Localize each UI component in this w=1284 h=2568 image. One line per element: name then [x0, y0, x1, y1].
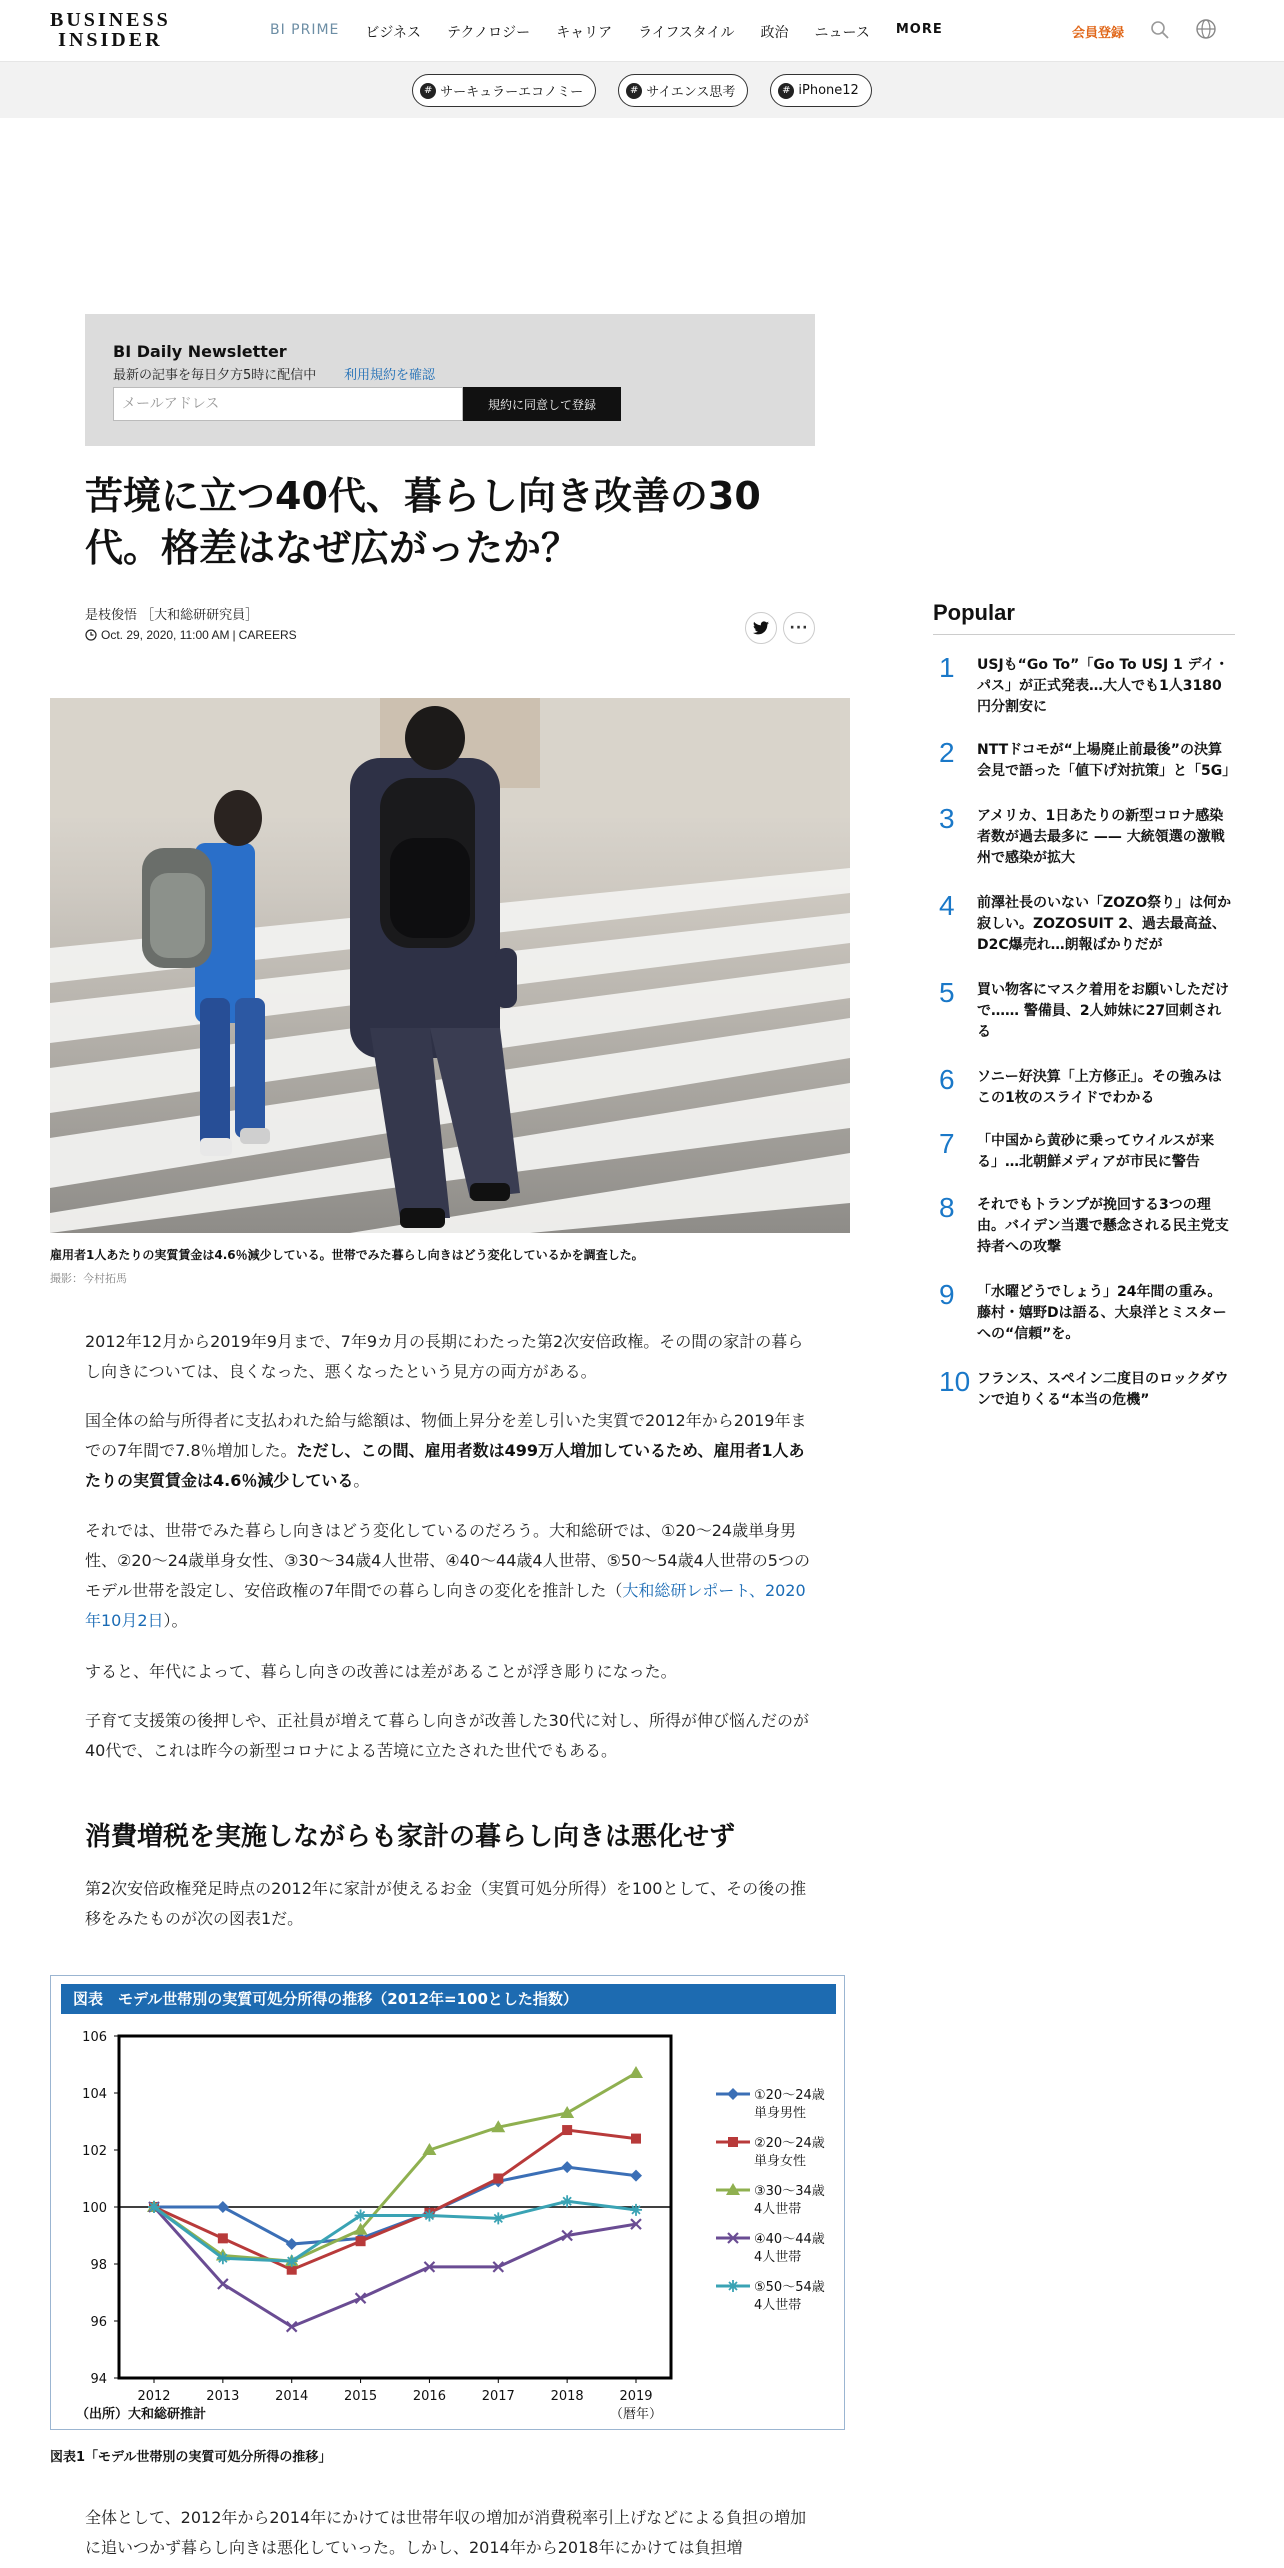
more-share-button[interactable]: ··· [783, 612, 815, 644]
data-point [562, 2125, 572, 2135]
tag-label: iPhone12 [798, 83, 859, 98]
article-paragraph: 第2次安倍政権発足時点の2012年に家計が使えるお金（実質可処分所得）を100として、その後の推移をみたものが次の図表1だ。 [85, 1879, 807, 1928]
tag-label: サーキュラーエコノミー [440, 85, 584, 100]
popular-rank: 7 [939, 1128, 955, 1159]
author-byline[interactable]: 是枝俊悟 ［大和総研研究員］ [85, 608, 259, 623]
x-tick-label: 2013 [206, 2389, 240, 2404]
y-tick-label: 102 [82, 2144, 107, 2159]
article-paragraph [85, 1516, 815, 1636]
dateline-separator: | [232, 628, 236, 642]
popular-rank: 2 [939, 737, 955, 768]
nav-bi-prime[interactable]: BI PRIME [270, 22, 340, 38]
nav-business[interactable]: ビジネス [365, 25, 422, 41]
nav-more[interactable]: MORE [895, 22, 943, 37]
data-point [356, 2236, 366, 2246]
tag-label: サイエンス思考 [646, 85, 736, 100]
popular-item[interactable] [933, 651, 1235, 718]
tag-iphone12[interactable] [770, 74, 871, 107]
legend-marker [727, 2088, 739, 2100]
legend-label: 単身女性 [754, 2154, 807, 2169]
legend-label: ⑤50〜54歳 [754, 2280, 825, 2295]
newsletter-description: 最新の記事を毎日夕方5時に配信中 [113, 368, 317, 383]
terms-link[interactable]: 利用規約を確認 [344, 368, 436, 383]
chart-figure [50, 1975, 845, 2430]
paragraph-text: 。 [353, 1471, 370, 1490]
popular-headline: アメリカ、1日あたりの新型コロナ感染者数が過去最多に —— 大統領選の激戦州で感染が拡大 [977, 808, 1225, 866]
hashtag-icon: # [420, 83, 436, 99]
site-logo[interactable] [50, 10, 171, 50]
twitter-share-button[interactable] [745, 612, 777, 644]
popular-rank: 4 [939, 890, 955, 921]
x-tick-label: 2016 [412, 2389, 446, 2404]
figure-caption: 図表1「モデル世帯別の実質可処分所得の推移」 [50, 2450, 332, 2465]
nav-politics[interactable]: 政治 [760, 25, 789, 41]
hero-image [50, 698, 850, 1233]
popular-rank: 9 [939, 1279, 955, 1310]
logo-line-2: INSIDER [58, 29, 163, 51]
popular-item[interactable] [933, 1063, 1235, 1109]
article-paragraph: 子育て支援策の後押しや、正社員が増えて暮らし向きが改善した30代に対し、所得が伸び悩んだのが40代で、これは昨今の新型コロナによる苦境に立たされた世代でもある。 [85, 1711, 810, 1760]
popular-item[interactable] [933, 802, 1235, 869]
data-point [631, 2134, 641, 2144]
popular-item[interactable] [933, 1278, 1235, 1345]
popular-headline: NTTドコモが“上場廃止前最後”の決算会見で語った「値下げ対抗策」と「5G」 [977, 742, 1237, 779]
section-heading: 消費増税を実施しながらも家計の暮らし向きは悪化せず [85, 1822, 736, 1852]
crosswalk-photo [50, 698, 850, 1233]
data-point [493, 2174, 503, 2184]
popular-sidebar [933, 600, 1235, 1411]
globe-icon[interactable] [1195, 18, 1217, 40]
nav-lifestyle[interactable]: ライフスタイル [638, 25, 735, 41]
emphasis-text: ただし、この間、雇用者数は499万人増加しているため、雇用者1人あたりの実質賃金は4.6％減少している [85, 1441, 805, 1490]
tag-circular-economy[interactable] [412, 74, 596, 107]
y-tick-label: 104 [82, 2087, 107, 2102]
popular-list [933, 651, 1235, 1411]
tag-science-thinking[interactable] [618, 74, 748, 107]
legend-label: 4人世帯 [754, 2298, 802, 2313]
email-field[interactable] [113, 387, 463, 421]
clock-icon [85, 629, 97, 641]
dateline [85, 628, 297, 642]
paragraph-text: ）。 [163, 1611, 188, 1630]
y-tick-label: 94 [90, 2372, 107, 2387]
x-tick-label: 2019 [619, 2389, 653, 2404]
y-tick-label: 106 [82, 2030, 107, 2045]
subscribe-button[interactable]: 規約に同意して登録 [463, 387, 621, 421]
popular-headline: それでもトランプが挽回する3つの理由。バイデン当選で懸念される民主党支持者への攻撃 [977, 1197, 1229, 1255]
main-nav [270, 22, 969, 42]
twitter-icon [753, 621, 769, 635]
line-chart [51, 2014, 844, 2429]
legend-label: ④40〜44歳 [754, 2232, 825, 2247]
popular-headline: 前澤社長のいない「ZOZO祭り」は何か寂しい。ZOZOSUIT 2、過去最高益、D2C爆売れ…朗報ばかりだが [977, 895, 1232, 953]
popular-item[interactable] [933, 1365, 1235, 1411]
popular-rank: 3 [939, 803, 955, 834]
image-caption: 雇用者1人あたりの実質賃金は4.6％減少している。世帯でみた暮らし向きはどう変化しているかを調査した。 [50, 1248, 644, 1262]
popular-headline: 「中国から黄砂に乗ってウイルスが来る」…北朝鮮メディアが市民に警告 [977, 1133, 1215, 1170]
article-paragraph [85, 1406, 815, 1496]
logo-line-1: BUSINESS [50, 9, 171, 31]
paragraph-text: 国全体の給与所得者に支払われた給与総額は、物価上昇分を差し引いた実質で2012年から2019年までの7年間で7.8％増加した。 [85, 1411, 807, 1460]
popular-item[interactable] [933, 976, 1235, 1043]
search-icon[interactable] [1150, 20, 1170, 40]
chart-title: 図表 モデル世帯別の実質可処分所得の推移（2012年=100とした指数） [61, 1984, 836, 2014]
article-paragraph: 2012年12月から2019年9月まで、7年9カ月の長期にわたった第2次安倍政権。その間の家計の暮らし向きについては、良くなった、悪くなったという見方の両方がある。 [85, 1332, 804, 1381]
popular-headline: USJも“Go To”「Go To USJ 1 デイ・パス」が正式発表…大人でも1人3180円分割安に [977, 657, 1229, 715]
register-link[interactable]: 会員登録 [1072, 26, 1125, 41]
legend-label: 4人世帯 [754, 2250, 802, 2265]
article-paragraph: 全体として、2012年から2014年にかけては世帯年収の増加が消費税率引上げなどによる負担の増加に追いつかず暮らし向きは悪化していった。しかし、2014年から2018年にかけては負担増 [85, 2508, 807, 2557]
popular-rank: 6 [939, 1064, 955, 1095]
legend-label: ③30〜34歳 [754, 2184, 825, 2199]
legend-marker [728, 2137, 738, 2147]
legend-label: 単身男性 [754, 2106, 807, 2121]
category-link[interactable]: CAREERS [238, 628, 297, 642]
nav-technology[interactable]: テクノロジー [447, 25, 531, 41]
popular-item[interactable] [933, 889, 1235, 956]
nav-career[interactable]: キャリア [556, 25, 613, 41]
x-axis-label: （暦年） [609, 2407, 663, 2422]
publish-date: Oct. 29, 2020, 11:00 AM [101, 628, 230, 642]
nav-news[interactable]: ニュース [814, 25, 870, 41]
popular-rank: 8 [939, 1192, 955, 1223]
newsletter-title: BI Daily Newsletter [113, 342, 287, 361]
x-tick-label: 2018 [550, 2389, 584, 2404]
popular-headline: 「水曜どうでしょう」24年間の重み。藤村・嬉野Dは語る、大泉洋とミスターへの“信頼”を。 [977, 1284, 1227, 1342]
article-paragraph: すると、年代によって、暮らし向きの改善には差があることが浮き彫りになった。 [85, 1662, 677, 1681]
popular-headline: 買い物客にマスク着用をお願いしただけで…… 警備員、2人姉妹に27回刺される [977, 982, 1229, 1040]
image-credit: 撮影：今村拓馬 [50, 1272, 127, 1285]
tag-bar [0, 62, 1284, 118]
x-tick-label: 2014 [275, 2389, 309, 2404]
y-tick-label: 98 [90, 2258, 107, 2273]
popular-headline: ソニー好決算「上方修正」。その強みはこの1枚のスライドでわかる [977, 1069, 1222, 1106]
x-tick-label: 2017 [481, 2389, 515, 2404]
article-title: 苦境に立つ40代、暮らし向き改善の30代。格差はなぜ広がったか？ [85, 474, 761, 570]
top-navigation [0, 0, 1284, 62]
hashtag-icon: # [778, 83, 794, 99]
popular-title: Popular [933, 600, 1235, 635]
popular-rank: 5 [939, 977, 955, 1008]
hashtag-icon: # [626, 83, 642, 99]
legend-label: 4人世帯 [754, 2202, 802, 2217]
legend-marker [727, 2280, 739, 2292]
paragraph-text: それでは、世帯でみた暮らし向きはどう変化しているのだろう。大和総研では、①20〜24歳単身男性、②20〜24歳単身女性、③30〜34歳4人世帯、④40〜44歳4人世帯、⑤50〜54歳4人世帯の5つのモデル世帯を設定し、安倍政権の7年間での暮らし向きの変化を推計した（ [85, 1521, 810, 1600]
y-tick-label: 100 [82, 2201, 107, 2216]
legend-label: ①20〜24歳 [754, 2088, 825, 2103]
popular-rank: 1 [939, 652, 955, 683]
x-tick-label: 2015 [344, 2389, 378, 2404]
popular-item[interactable] [933, 736, 1235, 782]
popular-rank: 10 [939, 1366, 971, 1397]
x-tick-label: 2012 [137, 2389, 171, 2404]
chart-source: （出所）大和総研推計 [76, 2407, 207, 2422]
data-point [218, 2233, 228, 2243]
legend-label: ②20〜24歳 [754, 2136, 825, 2151]
daiwa-report-link[interactable]: 大和総研レポート、2020年10月2日 [85, 1581, 806, 1630]
popular-item[interactable] [933, 1127, 1235, 1173]
popular-item[interactable] [933, 1191, 1235, 1258]
y-tick-label: 96 [90, 2315, 107, 2330]
popular-headline: フランス、スペイン二度目のロックダウンで迫りくる“本当の危機” [977, 1371, 1229, 1408]
newsletter-signup [85, 314, 815, 446]
